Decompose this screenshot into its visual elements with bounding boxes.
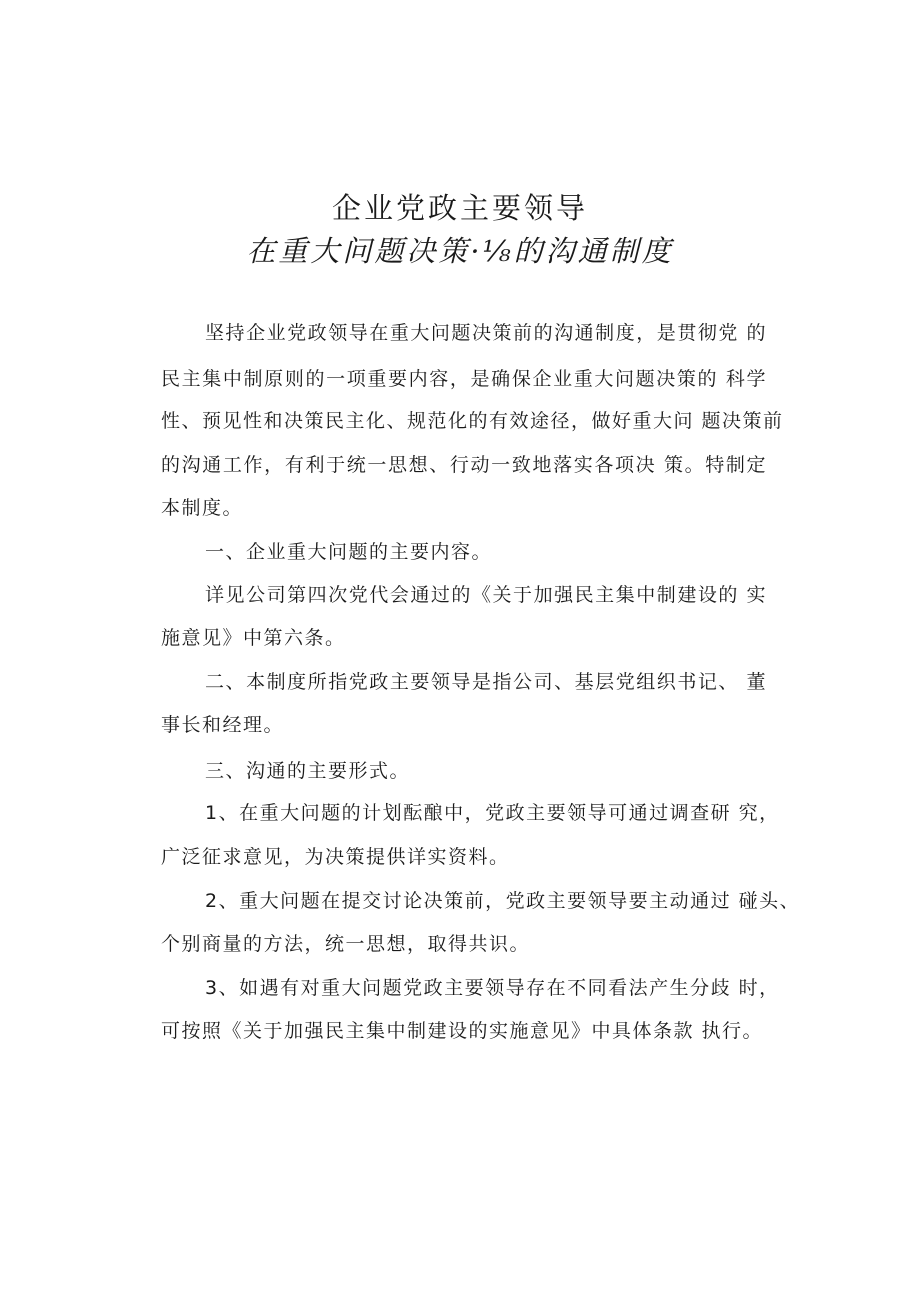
paragraph-line: 本制度。 <box>161 497 244 519</box>
paragraph-line: 3、如遇有对重大问题党政主要领导存在不同看法产生分歧 时， <box>205 977 780 999</box>
paragraph-line: 1、在重大问题的计划酝酿中，党政主要领导可通过调查研 究， <box>205 802 780 824</box>
paragraph-line: 二、本制度所指党政主要领导是指公司、基层党组织书记、 董 <box>205 671 767 693</box>
document-title-line-2: 在重大问题决策·⅛的沟通制度 <box>246 234 674 268</box>
paragraph-line: 施意见》中第六条。 <box>161 627 346 649</box>
document-title-line-1: 企业党政主要领导 <box>331 191 588 225</box>
section-heading: 一、企业重大问题的主要内容。 <box>205 541 493 563</box>
paragraph-line: 事长和经理。 <box>161 714 285 736</box>
paragraph-line: 个别商量的方法，统一思想，取得共识。 <box>161 933 531 955</box>
paragraph-line: 民主集中制原则的一项重要内容，是确保企业重大问题决策的 科学 <box>161 368 767 390</box>
paragraph-line: 坚持企业党政领导在重大问题决策前的沟通制度，是贯彻党 的 <box>205 322 767 344</box>
paragraph-line: 可按照《关于加强民主集中制建设的实施意见》中具体条款 执行。 <box>161 1020 764 1042</box>
paragraph-line: 详见公司第四次党代会通过的《关于加强民主集中制建设的 实 <box>205 584 767 606</box>
section-heading: 三、沟通的主要形式。 <box>205 760 411 782</box>
paragraph-line: 广泛征求意见，为决策提供详实资料。 <box>161 846 510 868</box>
paragraph-line: 性、预见性和决策民主化、规范化的有效途径，做好重大问 题决策前 <box>161 410 784 432</box>
paragraph-line: 的沟通工作，有利于统一思想、行动一致地落实各项决 策。特制定 <box>161 454 767 476</box>
paragraph-line: 2、重大问题在提交讨论决策前，党政主要领导要主动通过 碰头、 <box>205 890 801 912</box>
